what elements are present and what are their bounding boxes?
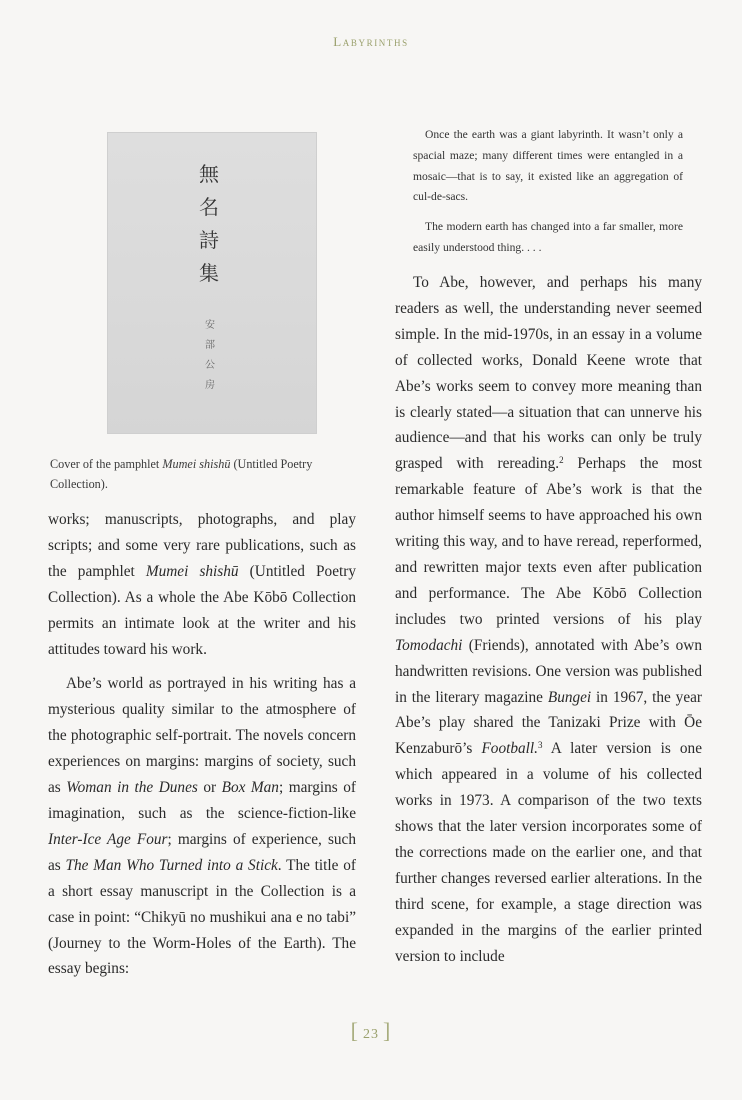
quote-paragraph: The modern earth has changed into a far smaller, more easily understood thing. . . . xyxy=(413,220,683,254)
text-run: (Untitled Poetry Collection). As a whole the Abe Kōbō Collection permits an intimate look at the writer and his attitudes toward his work. xyxy=(48,562,356,658)
italic-title: Bungei xyxy=(547,688,592,706)
cover-title-char: 無 xyxy=(199,162,219,186)
block-quote xyxy=(413,125,683,259)
cover-title-char: 詩 xyxy=(199,228,219,252)
figure-caption xyxy=(50,454,355,494)
cover-author-char: 安 xyxy=(205,320,215,331)
cover-author xyxy=(205,316,215,396)
italic-title: The Man Who Turned into a Stick xyxy=(65,856,278,874)
italic-title: Inter-Ice Age Four xyxy=(48,830,168,848)
text-run: A later version is one which appeared in a volume of his collected works in 1973. A comparison of the two texts shows that the later version incorporates some of the corrections made on the earlier one, and that further changes reversed earlier alterations. In the third scene, for example, a stage direction was expanded in the margins of the earlier printed version to include xyxy=(395,740,702,965)
italic-title: Box Man xyxy=(221,779,279,797)
cover-title-char: 名 xyxy=(199,195,219,219)
text-run: ; margins of experience, such as xyxy=(48,830,356,874)
text-run: (Friends), annotated with Abe’s own handwritten revisions. One version was published in the literary magazine xyxy=(395,636,702,706)
left-column xyxy=(48,507,356,982)
text-run: in 1967, the year Abe’s play shared the Tanizaki Prize with Ōe Kenzaburō’s xyxy=(395,688,702,758)
text-run: works; manuscripts, photographs, and play scripts; and some very rare publications, such as the pamphlet xyxy=(48,511,356,580)
paragraph xyxy=(48,507,356,662)
text-run: . The title of a short essay manuscript in the Collection is a case in point: “Chikyū no mushikui ana e no tabi” (Journey to the Worm-Holes of the Earth). The essay begins: xyxy=(48,856,356,978)
cover-author-char: 公 xyxy=(205,360,215,371)
text-run: ; margins of imagination, such as the science-fiction-like xyxy=(48,779,356,822)
caption-title: Mumei shishū xyxy=(162,457,231,471)
quote-paragraph: Once the earth was a giant labyrinth. It wasn’t only a spacial maze; many different times were entangled in a mosaic—that is to say, it existed like an aggregation of cul-de-sacs. xyxy=(413,128,683,204)
paragraph xyxy=(395,270,702,969)
text-run: or xyxy=(197,779,222,797)
right-column xyxy=(395,270,702,969)
running-head: Labyrinths xyxy=(333,34,409,49)
text-run: Perhaps the most remarkable feature of Abe’s work is that the author himself seems to have approached his own writing this way, and to have reread, reperformed, and rewritten major texts even after publication and performance. The Abe Kōbō Collection includes two printed versions of his play xyxy=(395,455,702,628)
italic-title: Mumei shishū xyxy=(145,562,239,580)
italic-title: Tomodachi xyxy=(395,636,463,654)
caption-text: (Untitled Poetry Collection). xyxy=(50,457,313,491)
footnote-marker[interactable]: 3 xyxy=(537,740,543,751)
italic-title: Football. xyxy=(481,740,538,758)
cover-title xyxy=(199,158,219,290)
caption-text: Cover of the pamphlet xyxy=(50,457,163,471)
footnote-marker[interactable]: 2 xyxy=(559,455,564,466)
text-run: To Abe, however, and perhaps his many readers as well, the understanding never seemed simple. In the mid-1970s, in an essay in a volume of collected works, Donald Keene wrote that Abe’s works seem to convey more meaning than is clearly stated—a situation that can unnerve his audience—and that his works can only be truly grasped with rereading. xyxy=(395,274,702,473)
page-number xyxy=(0,1018,742,1044)
cover-author-char: 房 xyxy=(205,380,215,391)
pamphlet-cover-image xyxy=(107,132,317,434)
folio-bracket: ] xyxy=(383,1018,392,1043)
cover-title-char: 集 xyxy=(199,261,219,285)
page-number-value: 23 xyxy=(363,1027,379,1042)
text-run: Abe’s world as portrayed in his writing has a mysterious quality similar to the atmosphere of the photographic self-portrait. The novels concern experiences on margins: margins of society, such as xyxy=(48,675,356,797)
paragraph xyxy=(48,671,356,982)
folio-bracket: [ xyxy=(350,1018,359,1043)
cover-author-char: 部 xyxy=(205,340,215,351)
italic-title: Woman in the Dunes xyxy=(66,779,198,797)
